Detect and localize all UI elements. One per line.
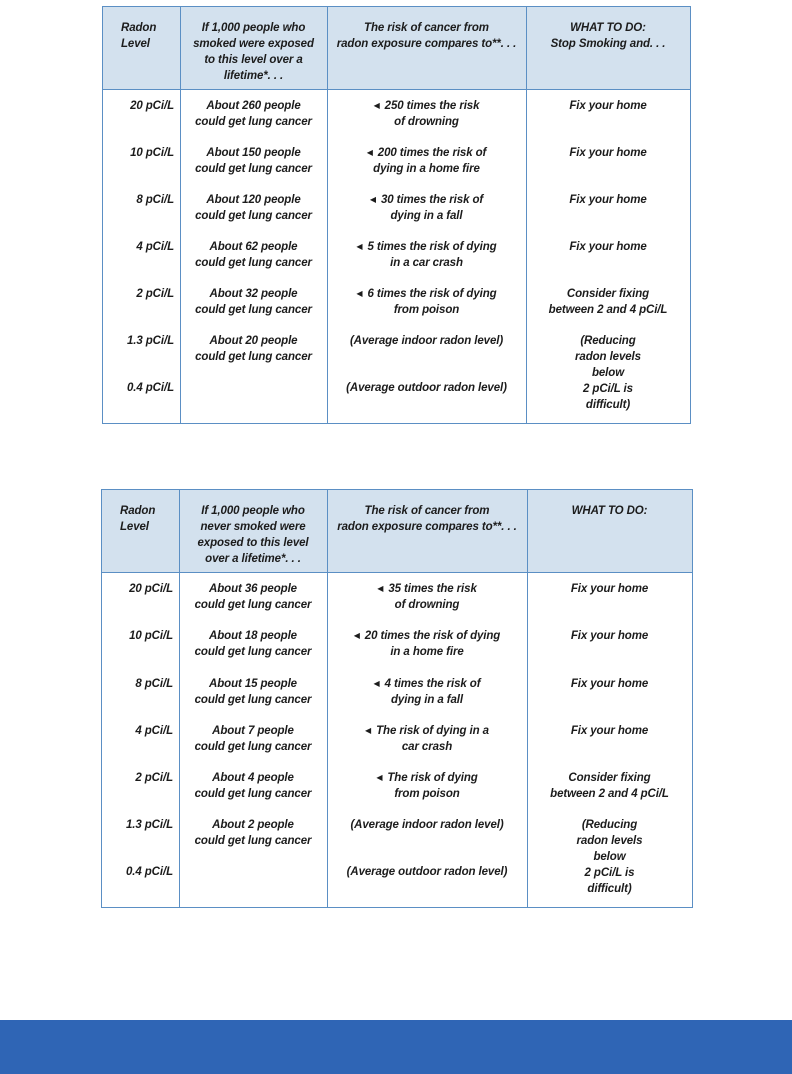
header-risk-comparison: The risk of cancer from radon exposure compares to**. . . (337, 505, 517, 533)
left-triangle-icon: ◀ (356, 289, 363, 298)
risk-comparison-text: (Average outdoor radon level) (346, 382, 507, 394)
people-affected-cell: About 150 people could get lung cancer (195, 147, 312, 175)
action-cell: Consider fixing between 2 and 4 pCi/L (548, 288, 668, 316)
risk-comparison-cell (333, 380, 520, 396)
smokers-radon-risk-table (102, 6, 691, 424)
header-risk-comparison: The risk of cancer from radon exposure compares to**. . . (336, 22, 517, 50)
column-divider (327, 490, 328, 907)
people-affected-cell: About 260 people could get lung cancer (195, 100, 312, 128)
risk-comparison-cell (333, 286, 520, 318)
risk-comparison-cell (333, 145, 520, 177)
column-divider (180, 7, 181, 423)
reducing-levels-note: (Reducing radon levels below 2 pCi/L is difficult) (576, 819, 643, 895)
radon-level-cell: 10 pCi/L (130, 147, 174, 159)
radon-level-cell: 10 pCi/L (129, 630, 173, 642)
risk-comparison-text: 6 times the risk of dying from poison (367, 288, 497, 316)
header-people-affected: If 1,000 people who smoked were exposed to this level over a lifetime*. . . (193, 22, 314, 82)
action-cell: Fix your home (569, 241, 647, 253)
risk-comparison-cell (333, 192, 520, 224)
risk-comparison-cell (333, 817, 521, 833)
risk-comparison-cell (333, 333, 520, 349)
risk-comparison-cell (333, 98, 520, 130)
people-affected-cell: About 62 people could get lung cancer (195, 241, 312, 269)
people-affected-cell: About 7 people could get lung cancer (194, 725, 312, 753)
people-affected-cell: About 32 people could get lung cancer (195, 288, 312, 316)
people-affected-cell: About 15 people could get lung cancer (194, 678, 312, 706)
risk-comparison-cell (333, 239, 520, 271)
people-affected-cell: About 4 people could get lung cancer (194, 772, 312, 800)
risk-comparison-text: 30 times the risk of dying in a fall (380, 194, 484, 222)
header-radon-level: Radon Level (121, 22, 157, 50)
risk-comparison-text: 200 times the risk of dying in a home fire (373, 147, 487, 175)
column-divider (327, 7, 328, 423)
people-affected-cell: About 2 people could get lung cancer (194, 819, 312, 847)
people-affected-cell: About 120 people could get lung cancer (195, 194, 312, 222)
people-affected-cell: About 36 people could get lung cancer (194, 583, 312, 611)
action-cell: Fix your home (570, 725, 649, 737)
action-cell: Fix your home (569, 194, 647, 206)
radon-level-cell: 8 pCi/L (135, 678, 173, 690)
radon-level-cell: 4 pCi/L (136, 241, 174, 253)
left-triangle-icon: ◀ (373, 679, 380, 688)
left-triangle-icon: ◀ (377, 584, 384, 593)
action-cell: Fix your home (570, 678, 649, 690)
radon-level-cell: 2 pCi/L (135, 772, 173, 784)
left-triangle-icon: ◀ (373, 101, 380, 110)
risk-comparison-cell (333, 676, 521, 708)
reducing-levels-note: (Reducing radon levels below 2 pCi/L is difficult) (575, 335, 641, 411)
radon-level-cell: 20 pCi/L (130, 100, 174, 112)
radon-level-cell: 20 pCi/L (129, 583, 173, 595)
radon-level-cell: 4 pCi/L (135, 725, 173, 737)
column-divider (179, 490, 180, 907)
risk-comparison-text: The risk of dying in a car crash (376, 725, 489, 753)
risk-comparison-text: The risk of dying from poison (387, 772, 478, 800)
people-affected-cell: About 18 people could get lung cancer (194, 630, 312, 658)
left-triangle-icon: ◀ (365, 726, 372, 735)
never-smokers-radon-risk-table (101, 489, 693, 908)
column-divider (527, 490, 528, 907)
bottom-color-band (0, 1020, 792, 1074)
header-what-to-do: WHAT TO DO: Stop Smoking and. . . (550, 22, 666, 50)
left-triangle-icon: ◀ (366, 148, 373, 157)
left-triangle-icon: ◀ (356, 242, 363, 251)
action-cell: Fix your home (570, 583, 649, 595)
action-cell: Consider fixing between 2 and 4 pCi/L (550, 772, 669, 800)
radon-level-cell: 0.4 pCi/L (126, 382, 174, 394)
header-radon-level: Radon Level (120, 505, 156, 533)
risk-comparison-text: 4 times the risk of dying in a fall (384, 678, 481, 706)
radon-level-cell: 0.4 pCi/L (125, 866, 173, 878)
action-cell: Fix your home (569, 100, 647, 112)
risk-comparison-text: 250 times the risk of drowning (384, 100, 480, 128)
people-affected-cell: About 20 people could get lung cancer (195, 335, 312, 363)
risk-comparison-text: (Average indoor radon level) (350, 819, 504, 831)
risk-comparison-text: (Average outdoor radon level) (346, 866, 508, 878)
risk-comparison-text: 35 times the risk of drowning (388, 583, 477, 611)
action-cell: Fix your home (570, 630, 649, 642)
left-triangle-icon: ◀ (353, 631, 360, 640)
header-people-affected: If 1,000 people who never smoked were exposed to this level over a lifetime*. . . (197, 505, 309, 565)
radon-level-cell: 2 pCi/L (136, 288, 174, 300)
risk-comparison-text: (Average indoor radon level) (349, 335, 504, 347)
radon-level-cell: 1.3 pCi/L (125, 819, 173, 831)
risk-comparison-text: 5 times the risk of dying in a car crash (367, 241, 497, 269)
column-divider (526, 7, 527, 423)
risk-comparison-cell (333, 770, 521, 802)
radon-level-cell: 1.3 pCi/L (126, 335, 174, 347)
left-triangle-icon: ◀ (376, 773, 383, 782)
risk-comparison-cell (333, 864, 521, 880)
header-what-to-do: WHAT TO DO: (571, 505, 648, 517)
risk-comparison-cell (333, 628, 521, 660)
risk-comparison-cell (333, 723, 521, 755)
risk-comparison-cell (333, 581, 521, 613)
action-cell: Fix your home (569, 147, 647, 159)
radon-level-cell: 8 pCi/L (136, 194, 174, 206)
risk-comparison-text: 20 times the risk of dying in a home fire (364, 630, 501, 658)
left-triangle-icon: ◀ (369, 195, 376, 204)
